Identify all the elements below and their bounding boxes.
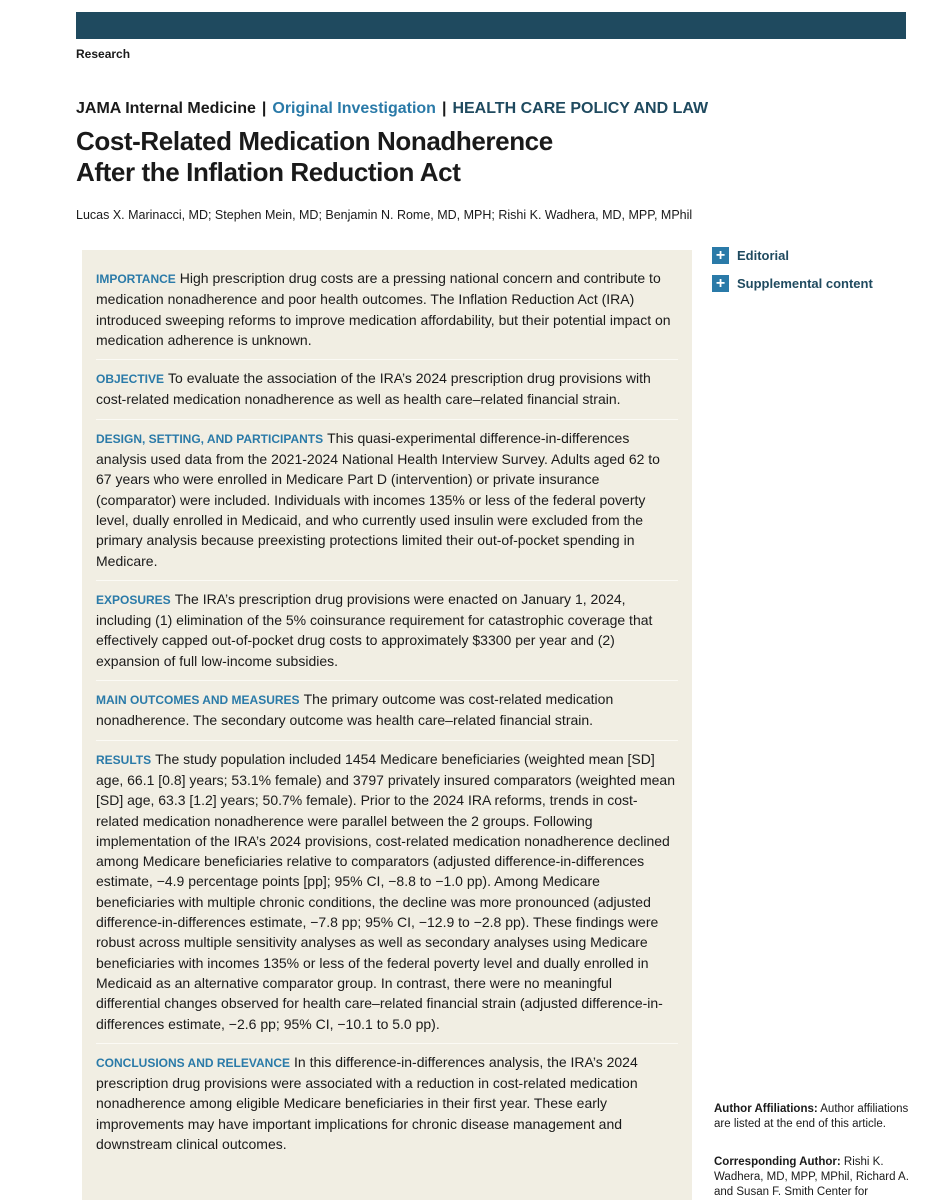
abstract-heading: IMPORTANCE [96,272,176,286]
abstract-heading: CONCLUSIONS AND RELEVANCE [96,1055,291,1070]
author-affiliations [714,1102,909,1132]
supplemental-content-label: Supplemental content [737,276,873,291]
section-label: Research [76,47,131,61]
corresponding-author [714,1155,909,1200]
abstract-objective [96,360,678,420]
plus-icon: + [712,275,729,292]
plus-icon: + [712,247,729,264]
abstract-text: The primary outcome was cost-related medication nonadherence. The secondary outcome was health care–related financial strain. [96,691,614,729]
abstract-text: The study population included 1454 Medicare beneficiaries (weighted mean [SD] age, 66.1 [0.8] years; 53.1% female) and 3797 privately insured comparators (weighted mean [SD] age, 63.3 [1.2] years; 50.7% female). Prior to the 2024 IRA reforms, trends in cost-related medication nonadherence were parallel between the 2 groups. Following implementation of the IRA’s 2024 provisions, cost-related medication nonadherence declined among Medicare beneficiaries relative to comparators (adjusted difference-in-differences estimate, −4.9 percentage points [pp]; 95% CI, −8.8 to −1.0 pp). Among Medicare beneficiaries with multiple chronic conditions, the decline was more pronounced (adjusted difference-in-differences estimate, −7.8 pp; 95% CI, −12.9 to −2.8 pp). These findings were robust across multiple sensitivity analyses as well as secondary analyses using Medicare beneficiaries with incomes 135% or less of the federal poverty level and dually enrolled in Medicaid as an alternative comparator group. In contrast, there were no meaningful differential changes observed for health care–related financial strain (adjusted difference-in-differences estimate, −2.6 pp; 95% CI, −10.1 to 5.0 pp). [96,750,675,1032]
abstract-text: To evaluate the association of the IRA’s 2024 prescription drug provisions with cost-related medication nonadherence as well as health care–related financial strain. [96,370,651,408]
abstract-design [96,420,678,581]
separator: | [441,100,447,117]
title-line-2: After the Inflation Reduction Act [76,157,461,187]
abstract-exposures [96,581,678,681]
journal-line [76,100,708,118]
affiliations-text: Author affiliations are listed at the end of this article. [714,1103,909,1130]
separator: | [261,100,267,117]
abstract-text: The IRA’s prescription drug provisions were enacted on January 1, 2024, including (1) elimination of the 5% coinsurance requirement for catastrophic coverage that effectively capped out-of-pocket drug costs to approximately $3300 per year and (2) expansion of full low-income subsidies. [96,590,653,669]
abstract-heading: RESULTS [96,752,152,767]
abstract-box [82,250,692,1200]
topic-link[interactable]: HEALTH CARE POLICY AND LAW [452,100,709,117]
abstract-heading: EXPOSURES [96,592,171,607]
editorial-label: Editorial [737,248,790,263]
editorial-link[interactable] [712,247,912,264]
abstract-heading: OBJECTIVE [96,372,165,387]
author-list: Lucas X. Marinacci, MD; Stephen Mein, MD; Benjamin N. Rome, MD, MPH; Rishi K. Wadhera, MD, MPP, MPhil [76,208,693,222]
abstract-heading: DESIGN, SETTING, AND PARTICIPANTS [96,431,324,446]
article-title [76,126,676,188]
abstract-importance [96,250,678,360]
title-line-1: Cost-Related Medication Nonadherence [76,126,553,156]
abstract-outcomes [96,681,678,741]
abstract-text: High prescription drug costs are a pressing national concern and contribute to medication nonadherence and poor health outcomes. The Inflation Reduction Act (IRA) introduced sweeping reforms to improve medication affordability, but their potential impact on medication adherence is unknown. [96,270,671,348]
affiliations-label: Author Affiliations: [714,1103,818,1115]
corresponding-text: Rishi K. Wadhera, MD, MPP, MPhil, Richard A. and Susan F. Smith Center for [714,1156,909,1198]
corresponding-label: Corresponding Author: [714,1156,841,1168]
abstract-results [96,741,678,1044]
supplemental-content-link[interactable] [712,275,912,292]
abstract-text: This quasi-experimental difference-in-differences analysis used data from the 2021-2024 National Health Interview Survey. Adults aged 62 to 67 years who were enrolled in Medicare Part D (intervention) or private insurance (comparator) were included. Individuals with incomes 135% or less of the federal poverty level, dually enrolled in Medicaid, and who currently used insulin were excluded from the primary analysis because preexisting protections limited their out-of-pocket spending in Medicare. [96,429,660,569]
article-type-link[interactable]: Original Investigation [272,100,436,117]
abstract-conclusions [96,1044,678,1163]
abstract-heading: MAIN OUTCOMES AND MEASURES [96,693,300,708]
journal-name: JAMA Internal Medicine [76,100,256,117]
top-banner [76,12,906,39]
abstract-text: In this difference-in-differences analysis, the IRA’s 2024 prescription drug provisions were associated with a reduction in cost-related medication nonadherence among eligible Medicare beneficiaries in their first year. These early improvements may have important implications for chronic disease management and downstream clinical outcomes. [96,1053,638,1152]
